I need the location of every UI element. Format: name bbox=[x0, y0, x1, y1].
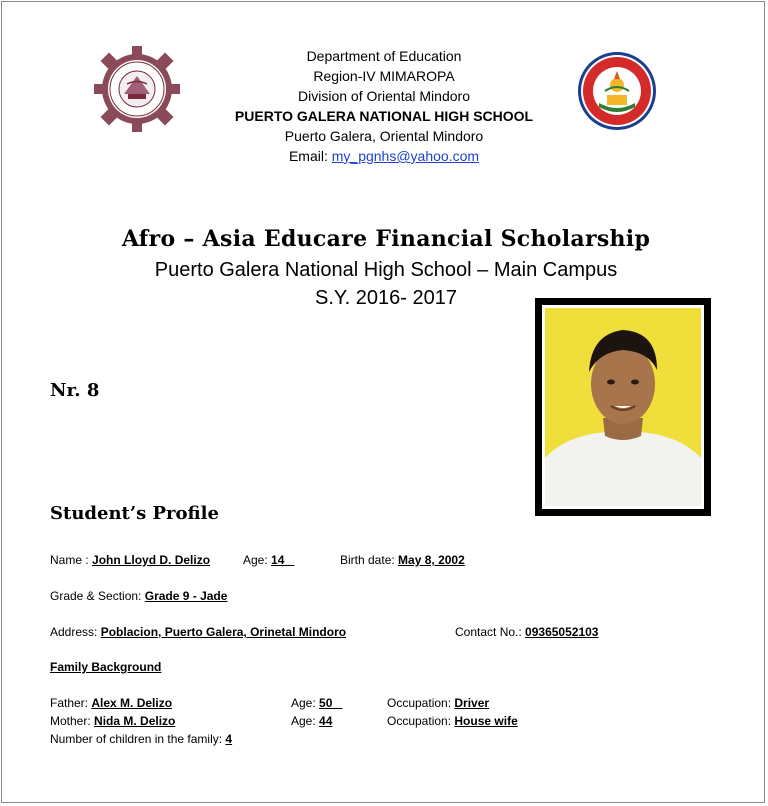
student-number: Nr. 8 bbox=[50, 380, 100, 401]
contact-label: Contact No.: bbox=[455, 625, 522, 639]
grade-label: Grade & Section: bbox=[50, 589, 142, 603]
father-label: Father: bbox=[50, 696, 89, 710]
student-age: 14 bbox=[271, 553, 285, 567]
father-age: 50 bbox=[319, 696, 333, 710]
father-occupation: Driver bbox=[454, 696, 490, 710]
header-school: PUERTO GALERA NATIONAL HIGH SCHOOL bbox=[234, 108, 534, 124]
mother-occupation: House wife bbox=[454, 714, 518, 728]
student-address: Poblacion, Puerto Galera, Orinetal Mindoro bbox=[100, 625, 347, 639]
mother-name: Nida M. Delizo bbox=[94, 714, 176, 728]
father-age-label: Age: bbox=[291, 696, 316, 710]
profile-heading: Student’s Profile bbox=[50, 503, 219, 524]
family-heading: Family Background bbox=[50, 660, 162, 674]
header-department: Department of Education bbox=[306, 48, 462, 64]
header-email bbox=[0, 146, 768, 166]
age-label: Age: bbox=[243, 553, 268, 567]
grade-row bbox=[50, 588, 227, 604]
address-label: Address: bbox=[50, 625, 98, 639]
children-count: 4 bbox=[225, 732, 233, 746]
age-row bbox=[243, 552, 294, 568]
mother-occupation-row bbox=[387, 713, 518, 729]
email-link[interactable]: my_pgnhs@yahoo.com bbox=[331, 148, 480, 164]
student-photo-frame bbox=[535, 298, 711, 516]
student-contact: 09365052103 bbox=[525, 625, 599, 639]
name-label: Name : bbox=[50, 553, 89, 567]
name-row bbox=[50, 552, 210, 568]
father-occupation-label: Occupation: bbox=[387, 696, 452, 710]
birthdate-row bbox=[340, 552, 465, 568]
campus-subtitle: Puerto Galera National High School – Main Campus bbox=[154, 259, 618, 281]
school-year: S.Y. 2016- 2017 bbox=[315, 287, 457, 309]
student-birthdate: May 8, 2002 bbox=[398, 553, 465, 567]
document-title: Afro – Asia Educare Financial Scholarship bbox=[121, 226, 651, 252]
mother-label: Mother: bbox=[50, 714, 91, 728]
birthdate-label: Birth date: bbox=[340, 553, 395, 567]
father-name: Alex M. Delizo bbox=[91, 696, 173, 710]
mother-age: 44 bbox=[319, 714, 333, 728]
father-row bbox=[50, 695, 172, 711]
children-row bbox=[50, 731, 232, 747]
header-location: Puerto Galera, Oriental Mindoro bbox=[284, 128, 484, 144]
header-region: Region-IV MIMAROPA bbox=[313, 68, 455, 84]
mother-occupation-label: Occupation: bbox=[387, 714, 452, 728]
student-photo bbox=[542, 305, 704, 509]
header-division: Division of Oriental Mindoro bbox=[298, 88, 470, 104]
father-occupation-row bbox=[387, 695, 489, 711]
children-label: Number of children in the family: bbox=[50, 732, 223, 746]
mother-row bbox=[50, 713, 175, 729]
student-name: John Lloyd D. Delizo bbox=[92, 553, 211, 567]
contact-row bbox=[455, 624, 598, 640]
student-grade: Grade 9 - Jade bbox=[144, 589, 228, 603]
address-row bbox=[50, 624, 346, 640]
email-label: Email: bbox=[288, 148, 328, 164]
mother-age-label: Age: bbox=[291, 714, 316, 728]
father-age-row bbox=[291, 695, 342, 711]
mother-age-row bbox=[291, 713, 332, 729]
